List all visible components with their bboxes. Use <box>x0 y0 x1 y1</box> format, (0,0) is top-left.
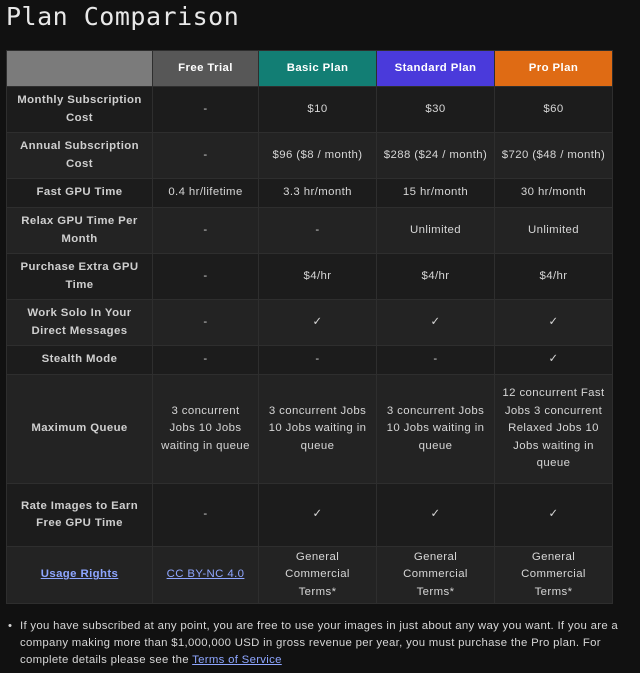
footnote-text: If you have subscribed at any point, you are free to use your images in just about any way you want. If you are a company making more than $1,000,000 USD in gross revenue per year, you must purchase the Pro plan. For complete details please see the <box>20 620 619 666</box>
header-basic-plan: Basic Plan <box>259 51 377 87</box>
cell-free-trial: - <box>153 87 259 133</box>
cell-basic: ✓ <box>259 300 377 346</box>
row-extra-gpu-time <box>7 254 613 300</box>
cell-free-trial: 3 concurrent Jobs 10 Jobs waiting in queue <box>153 375 259 484</box>
footnote-list <box>6 618 626 669</box>
cell-basic: $10 <box>259 87 377 133</box>
cell-standard: $288 ($24 / month) <box>377 133 495 179</box>
header-row <box>7 51 613 87</box>
cell-basic: General Commercial Terms* <box>259 547 377 604</box>
row-label: Relax GPU Time Per Month <box>7 208 153 254</box>
row-label: Stealth Mode <box>7 346 153 375</box>
header-pro-plan: Pro Plan <box>495 51 613 87</box>
usage-rights-link[interactable]: Usage Rights <box>40 568 119 581</box>
row-usage-rights <box>7 547 613 604</box>
cell-free-trial: - <box>153 484 259 547</box>
row-relax-gpu-time <box>7 208 613 254</box>
row-rate-images <box>7 484 613 547</box>
cell-pro: $720 ($48 / month) <box>495 133 613 179</box>
cell-standard: General Commercial Terms* <box>377 547 495 604</box>
cell-pro: 30 hr/month <box>495 179 613 208</box>
cell-basic: $4/hr <box>259 254 377 300</box>
cell-basic: - <box>259 346 377 375</box>
cell-standard: $30 <box>377 87 495 133</box>
cell-basic: $96 ($8 / month) <box>259 133 377 179</box>
bullet: • <box>8 620 13 632</box>
row-label: Rate Images to Earn Free GPU Time <box>7 484 153 547</box>
cell-free-trial: - <box>153 133 259 179</box>
cell-basic: 3.3 hr/month <box>259 179 377 208</box>
cell-standard: $4/hr <box>377 254 495 300</box>
row-stealth-mode <box>7 346 613 375</box>
cell-basic: ✓ <box>259 484 377 547</box>
cell-pro: ✓ <box>495 484 613 547</box>
plan-comparison-table <box>6 50 613 604</box>
cell-basic: 3 concurrent Jobs 10 Jobs waiting in queue <box>259 375 377 484</box>
header-free-trial: Free Trial <box>153 51 259 87</box>
row-label: Monthly Subscription Cost <box>7 87 153 133</box>
cell-standard: ✓ <box>377 300 495 346</box>
row-annual-cost <box>7 133 613 179</box>
cell-free-trial: - <box>153 254 259 300</box>
cell-pro: Unlimited <box>495 208 613 254</box>
cell-standard: - <box>377 346 495 375</box>
cell-pro: 12 concurrent Fast Jobs 3 concurrent Relaxed Jobs 10 Jobs waiting in queue <box>495 375 613 484</box>
header-blank <box>7 51 153 87</box>
cell-standard: ✓ <box>377 484 495 547</box>
row-label: Annual Subscription Cost <box>7 133 153 179</box>
page-title: Plan Comparison <box>6 2 240 31</box>
cell-pro: ✓ <box>495 346 613 375</box>
row-work-solo <box>7 300 613 346</box>
cell-free-trial: - <box>153 300 259 346</box>
row-monthly-cost <box>7 87 613 133</box>
cell-free-trial: 0.4 hr/lifetime <box>153 179 259 208</box>
cell-pro: ✓ <box>495 300 613 346</box>
cell-free-trial <box>153 547 259 604</box>
cell-pro: $4/hr <box>495 254 613 300</box>
header-standard-plan: Standard Plan <box>377 51 495 87</box>
cell-standard: Unlimited <box>377 208 495 254</box>
row-maximum-queue <box>7 375 613 484</box>
row-label: Work Solo In Your Direct Messages <box>7 300 153 346</box>
row-label: Maximum Queue <box>7 375 153 484</box>
row-label: Fast GPU Time <box>7 179 153 208</box>
cell-free-trial: - <box>153 346 259 375</box>
cell-pro: $60 <box>495 87 613 133</box>
cell-pro: General Commercial Terms* <box>495 547 613 604</box>
terms-of-service-link[interactable]: Terms of Service <box>192 654 282 666</box>
cell-standard: 15 hr/month <box>377 179 495 208</box>
cell-free-trial: - <box>153 208 259 254</box>
row-label: Purchase Extra GPU Time <box>7 254 153 300</box>
footnote-item <box>20 618 626 669</box>
row-label <box>7 547 153 604</box>
row-fast-gpu-time <box>7 179 613 208</box>
cell-basic: - <box>259 208 377 254</box>
license-link[interactable]: CC BY-NC 4.0 <box>166 568 245 581</box>
cell-standard: 3 concurrent Jobs 10 Jobs waiting in queue <box>377 375 495 484</box>
